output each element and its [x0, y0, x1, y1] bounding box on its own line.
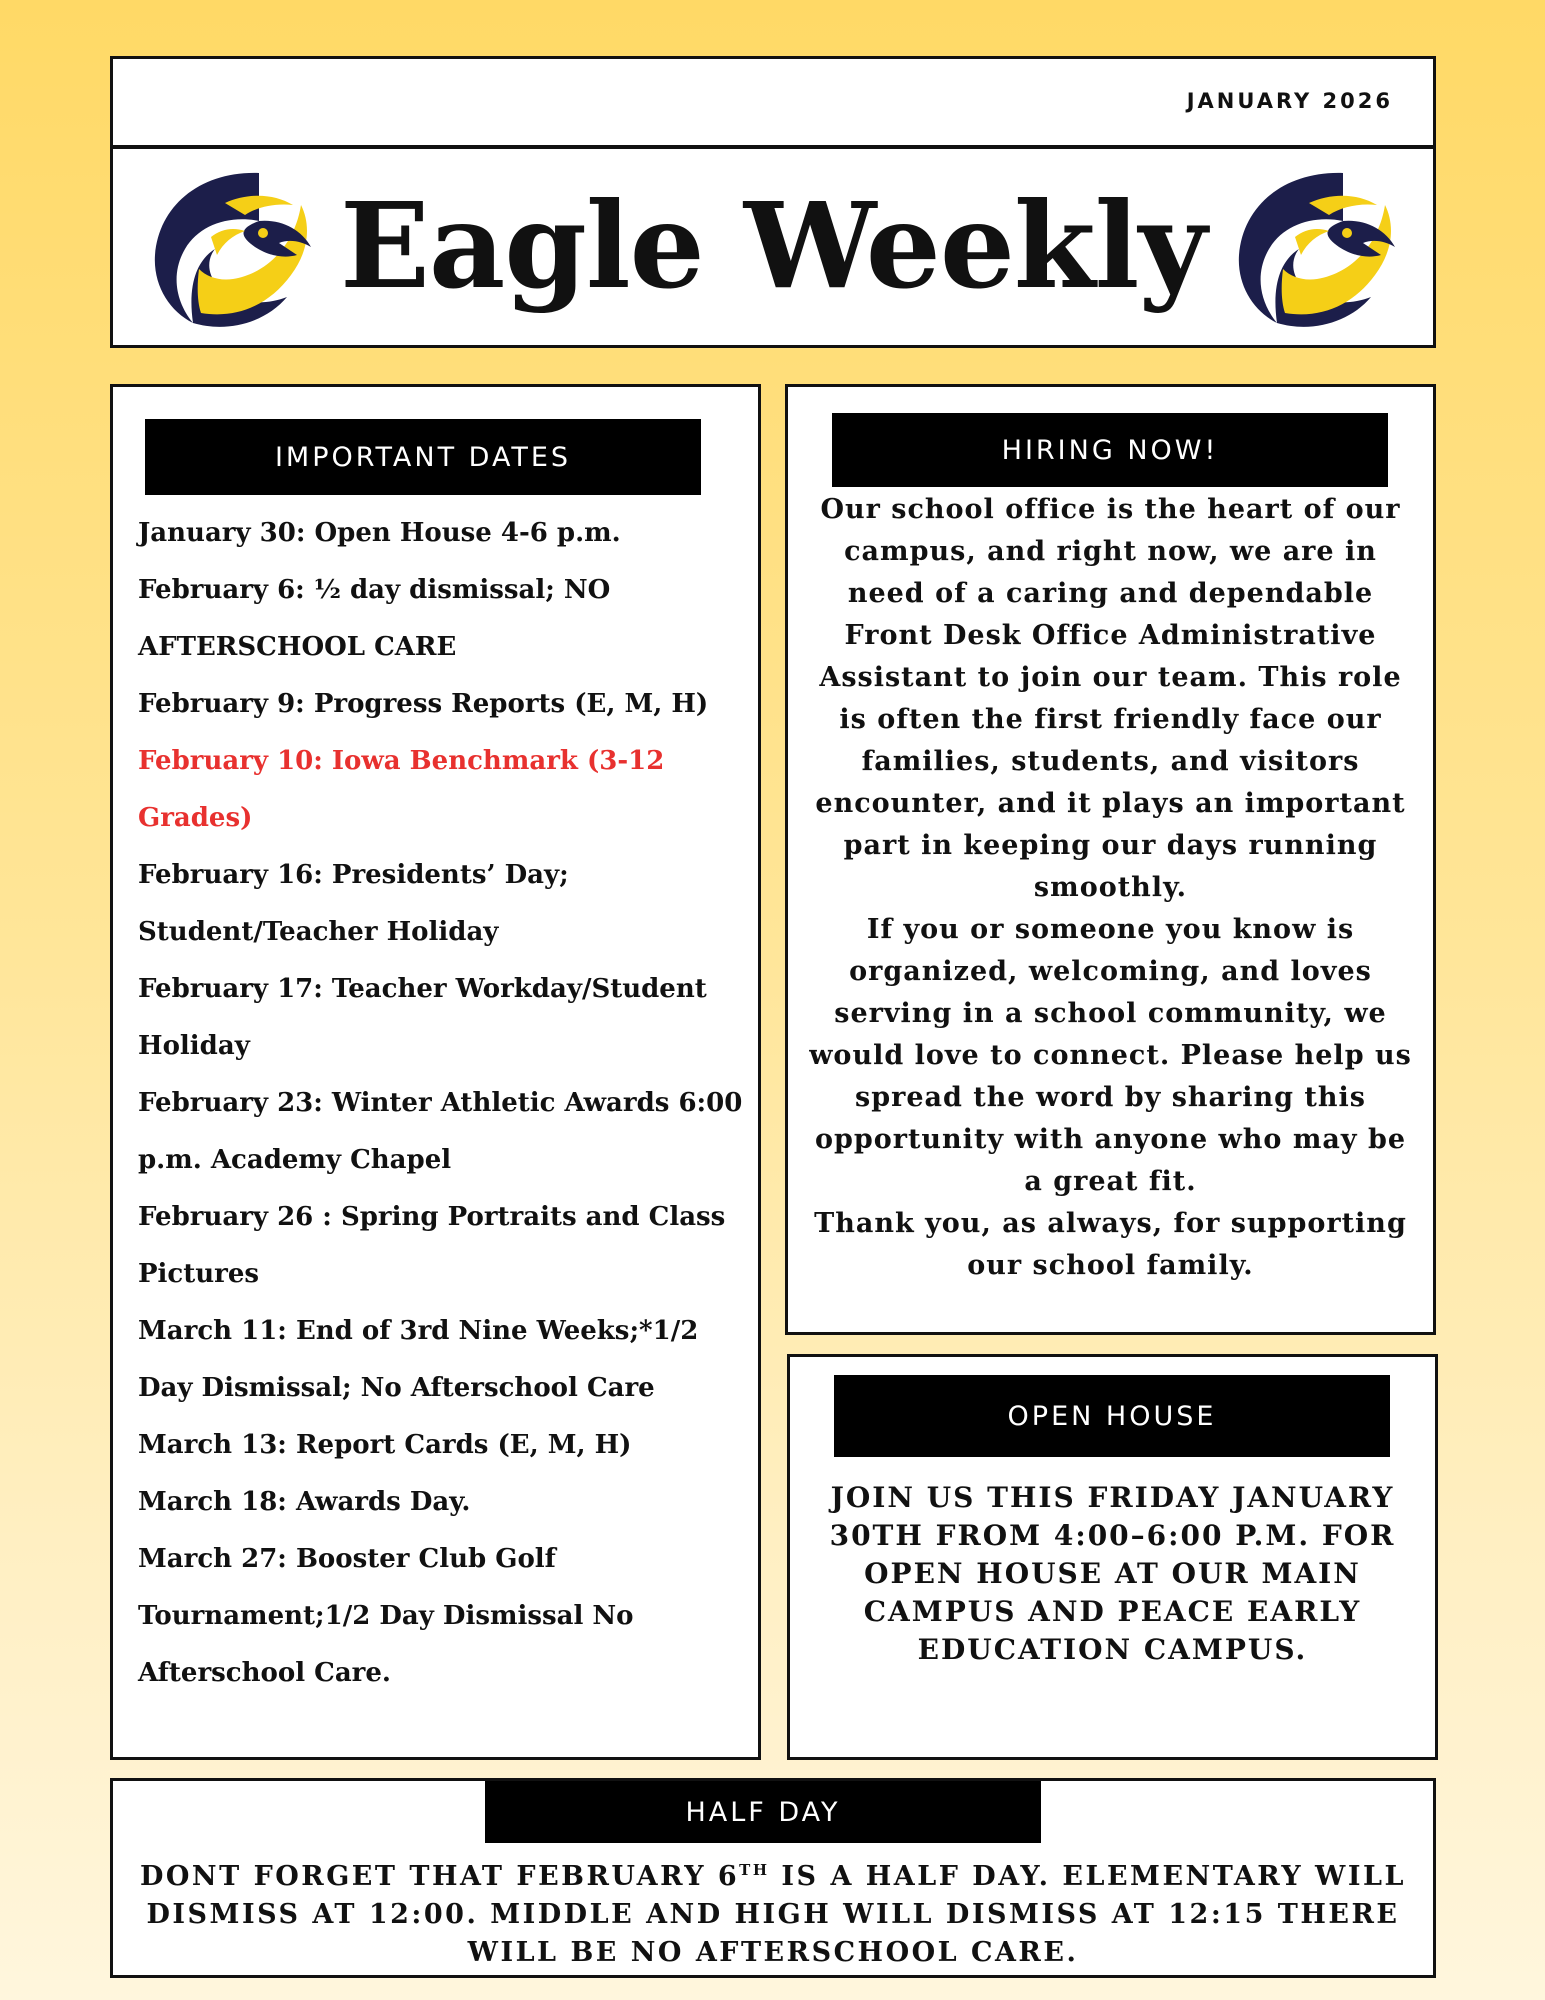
date-list-item: [138, 676, 748, 733]
date-label: February 6:: [138, 575, 305, 605]
date-list-item: [138, 1075, 748, 1189]
half-day-body: [123, 1851, 1423, 1972]
header-top-bar: [110, 56, 1436, 148]
date-description: End of 3rd Nine Weeks;*1/2 Day Dismissal; No Afterschool Care: [138, 1316, 699, 1403]
date-description: Progress Reports (E, M, H): [304, 689, 709, 719]
eagle-head-icon: [141, 163, 321, 333]
date-list-item: [138, 1417, 748, 1474]
date-label: March 18:: [138, 1487, 287, 1517]
date-list-item: [138, 1531, 748, 1702]
issue-date: JANUARY 2026: [1186, 89, 1393, 113]
important-dates-heading: IMPORTANT DATES: [145, 419, 701, 495]
date-list-item: [138, 505, 748, 562]
date-label: March 11:: [138, 1316, 287, 1346]
date-list-item: [138, 847, 748, 961]
date-list-item: [138, 1303, 748, 1417]
date-description: Presidents’ Day; Student/Teacher Holiday: [138, 860, 569, 947]
open-house-body: JOIN US THIS FRIDAY JANUARY 30TH FROM 4:00–6:00 P.M. FOR OPEN HOUSE AT OUR MAIN CAMPUS AND PEACE EARLY EDUCATION CAMPUS.: [829, 1481, 1396, 1666]
date-description: Report Cards (E, M, H): [286, 1430, 632, 1460]
date-label: March 27:: [138, 1544, 287, 1574]
date-description: Iowa Benchmark (3-12 Grades): [138, 746, 665, 833]
half-day-panel: [110, 1778, 1436, 1978]
hiring-panel: [785, 384, 1436, 1335]
date-label: February 26 :: [138, 1202, 332, 1232]
date-description: Open House 4-6 p.m.: [305, 518, 621, 548]
date-list-item: [138, 562, 748, 676]
date-description: Spring Portraits and Class Pictures: [138, 1202, 726, 1289]
date-list-item: [138, 733, 748, 847]
hiring-body: [804, 489, 1417, 1287]
important-dates-panel: [110, 384, 761, 1760]
date-label: February 17:: [138, 974, 323, 1004]
date-description: Booster Club Golf Tournament;1/2 Day Dismissal No Afterschool Care.: [138, 1544, 634, 1688]
date-list-item: [138, 1189, 748, 1303]
date-list-item: [138, 961, 748, 1075]
half-day-text-end: IS A HALF DAY. ELEMENTARY WILL DISMISS AT 12:00. MIDDLE AND HIGH WILL DISMISS AT 12:15 THERE WILL BE NO AFTERSCHOOL CARE.: [146, 1861, 1406, 1968]
date-label: February 9:: [138, 689, 305, 719]
date-label: February 23:: [138, 1088, 323, 1118]
open-house-panel: [787, 1354, 1438, 1760]
masthead: [110, 146, 1436, 348]
date-label: February 10:: [138, 746, 323, 776]
date-list-item: [138, 1474, 748, 1531]
hiring-paragraph: Thank you, as always, for supporting our school family.: [814, 1208, 1407, 1281]
date-label: March 13:: [138, 1430, 287, 1460]
newsletter-title: Eagle Weekly: [339, 176, 1207, 315]
date-description: Awards Day.: [286, 1487, 471, 1517]
eagle-head-icon: [1225, 163, 1405, 333]
open-house-heading: OPEN HOUSE: [834, 1375, 1390, 1457]
half-day-superscript: TH: [739, 1861, 770, 1879]
date-label: January 30:: [138, 518, 306, 548]
date-description: Teacher Workday/Student Holiday: [138, 974, 707, 1061]
hiring-paragraph: Our school office is the heart of our campus, and right now, we are in need of a caring and dependable Front Desk Office Administrative Assistant to join our team. This role is often the first friendly face our families, students, and visitors encounter, and it plays an important part in keeping our days running smoothly.: [815, 494, 1406, 903]
hiring-heading: HIRING NOW!: [832, 413, 1388, 487]
hiring-paragraph: If you or someone you know is organized, welcoming, and loves serving in a school community, we would love to connect. Please help us spread the word by sharing this opportunity with anyone who may be a great fit.: [809, 914, 1412, 1197]
date-description: Winter Athletic Awards 6:00 p.m. Academy Chapel: [138, 1088, 743, 1175]
half-day-heading: HALF DAY: [485, 1781, 1041, 1843]
date-label: February 16:: [138, 860, 323, 890]
important-dates-list: [138, 505, 748, 1702]
date-description: ½ day dismissal; NO AFTERSCHOOL CARE: [138, 575, 611, 662]
half-day-text-start: DONT FORGET THAT FEBRUARY 6: [140, 1861, 740, 1892]
